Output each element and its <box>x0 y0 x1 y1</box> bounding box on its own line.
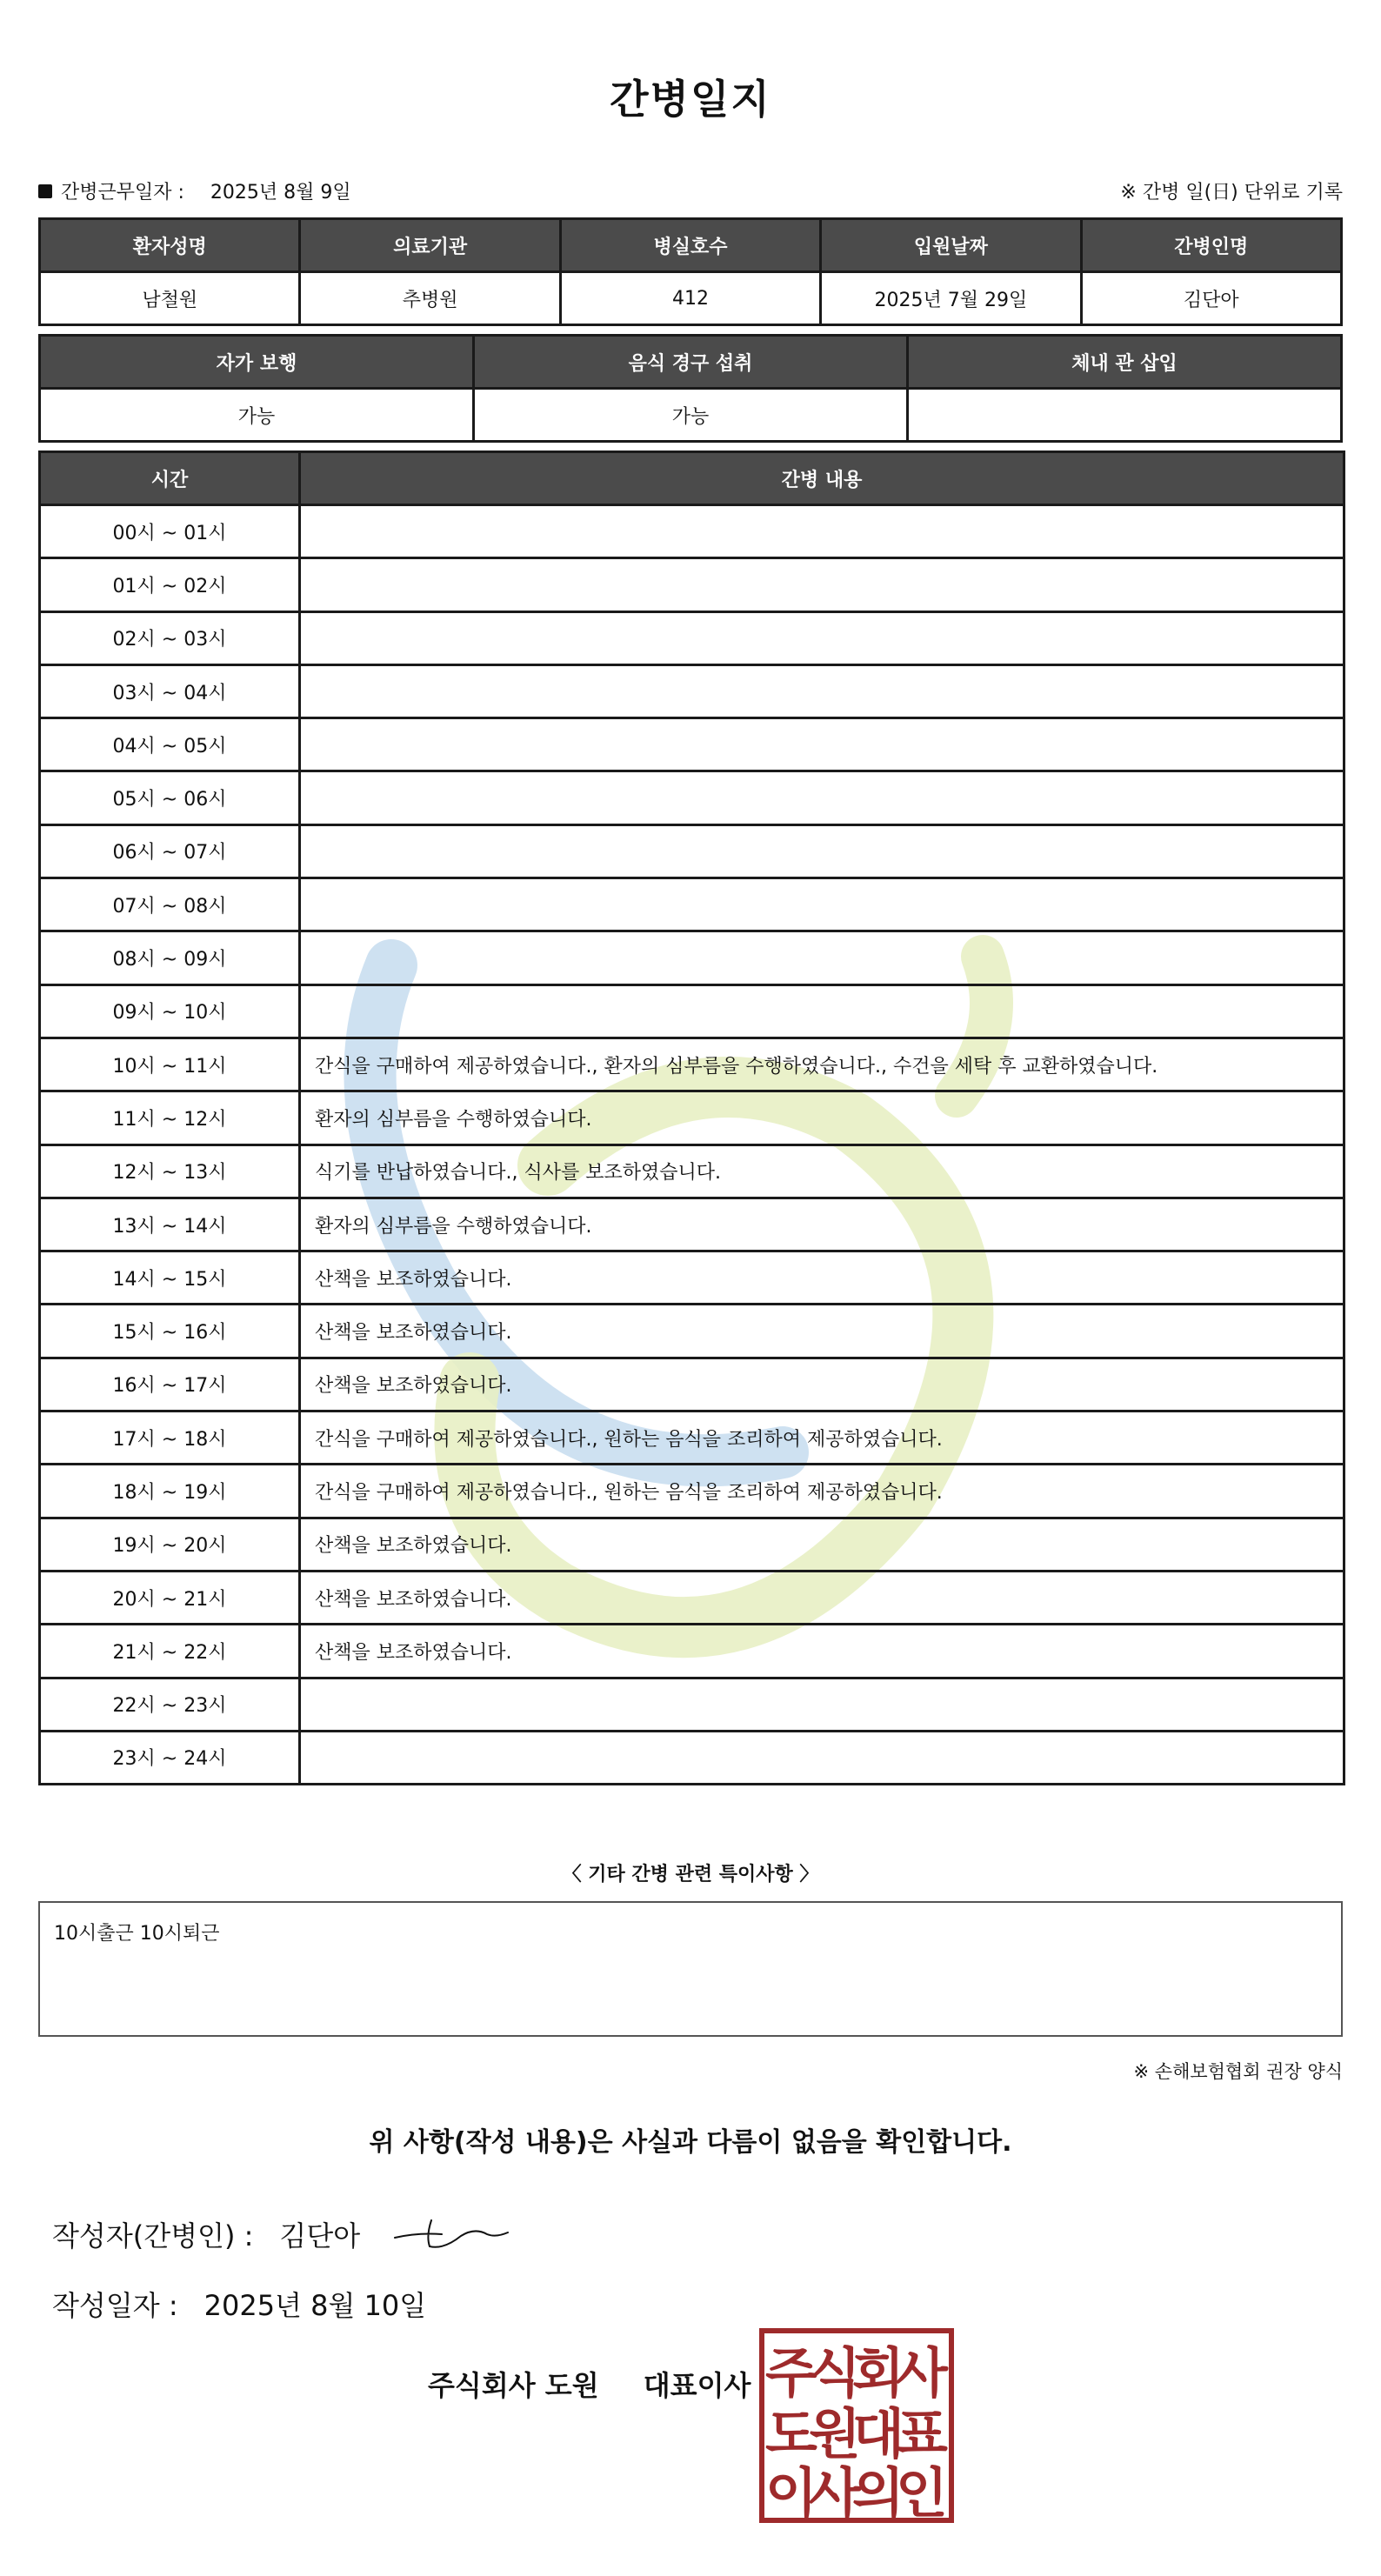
time-slot: 22시 ~ 23시 <box>40 1678 300 1731</box>
care-content: 산책을 보조하였습니다. <box>300 1518 1344 1571</box>
time-slot: 04시 ~ 05시 <box>40 718 300 771</box>
time-slot: 11시 ~ 12시 <box>40 1091 300 1145</box>
patient-status-table <box>38 334 1343 443</box>
author-row <box>52 2214 513 2254</box>
confirmation-statement: 위 사항(작성 내용)은 사실과 다름이 없음을 확인합니다. <box>369 2127 1012 2158</box>
table-row <box>40 1358 1344 1411</box>
care-content: 간식을 구매하여 제공하였습니다., 환자의 심부름을 수행하였습니다., 수건을 세탁 후 교환하였습니다. <box>300 1038 1344 1091</box>
signature-image <box>391 2215 513 2253</box>
company-representative: 대표이사 <box>643 2369 751 2402</box>
svg-text:원: 원 <box>809 2402 861 2466</box>
work-date-value: 2025년 8월 9일 <box>210 182 351 204</box>
svg-text:표: 표 <box>896 2402 948 2466</box>
care-content <box>300 931 1344 984</box>
table-row <box>40 664 1344 717</box>
time-slot: 10시 ~ 11시 <box>40 1038 300 1091</box>
time-slot: 14시 ~ 15시 <box>40 1251 300 1305</box>
time-slot: 02시 ~ 03시 <box>40 611 300 664</box>
header-time: 시간 <box>40 452 300 505</box>
svg-text:사: 사 <box>809 2461 861 2524</box>
care-content: 산책을 보조하였습니다. <box>300 1358 1344 1411</box>
table-row <box>40 505 1344 558</box>
care-content <box>300 505 1344 558</box>
care-content <box>300 824 1344 878</box>
patient-info-table <box>38 217 1343 326</box>
oral-intake-status: 가능 <box>474 389 908 442</box>
table-row <box>40 984 1344 1038</box>
table-row <box>40 878 1344 931</box>
time-slot: 13시 ~ 14시 <box>40 1198 300 1251</box>
header-tube: 체내 관 삽입 <box>908 336 1342 389</box>
svg-text:사: 사 <box>896 2341 948 2405</box>
table-row <box>40 931 1344 984</box>
svg-text:식: 식 <box>809 2341 861 2405</box>
tube-status <box>908 389 1342 442</box>
table-row <box>40 1145 1344 1198</box>
table-row <box>40 1038 1344 1091</box>
company-signature <box>428 2364 751 2404</box>
table-row <box>40 824 1344 878</box>
header-admission-date: 입원날짜 <box>821 219 1081 272</box>
care-content: 산책을 보조하였습니다. <box>300 1251 1344 1305</box>
table-row <box>40 1465 1344 1518</box>
table-row <box>40 718 1344 771</box>
header-room: 병실호수 <box>560 219 820 272</box>
time-slot: 05시 ~ 06시 <box>40 771 300 824</box>
svg-text:주: 주 <box>765 2341 817 2405</box>
time-slot: 17시 ~ 18시 <box>40 1411 300 1465</box>
time-slot: 23시 ~ 24시 <box>40 1731 300 1784</box>
table-row <box>40 1091 1344 1145</box>
patient-name: 남철원 <box>40 272 300 325</box>
svg-text:이: 이 <box>765 2461 817 2524</box>
company-name: 주식회사 도원 <box>428 2369 599 2402</box>
care-content: 산책을 보조하였습니다. <box>300 1571 1344 1624</box>
time-slot: 07시 ~ 08시 <box>40 878 300 931</box>
time-slot: 15시 ~ 16시 <box>40 1305 300 1358</box>
header-patient-name: 환자성명 <box>40 219 300 272</box>
care-content <box>300 558 1344 611</box>
header-oral-intake: 음식 경구 섭취 <box>474 336 908 389</box>
time-slot: 18시 ~ 19시 <box>40 1465 300 1518</box>
time-slot: 00시 ~ 01시 <box>40 505 300 558</box>
care-content <box>300 1731 1344 1784</box>
svg-text:대: 대 <box>852 2402 904 2466</box>
time-slot: 03시 ~ 04시 <box>40 664 300 717</box>
table-row <box>40 1571 1344 1624</box>
time-slot: 19시 ~ 20시 <box>40 1518 300 1571</box>
time-slot: 06시 ~ 07시 <box>40 824 300 878</box>
table-row <box>40 1198 1344 1251</box>
header-walking: 자가 보행 <box>40 336 474 389</box>
walking-status: 가능 <box>40 389 474 442</box>
svg-text:도: 도 <box>765 2402 817 2466</box>
hospital: 추병원 <box>300 272 560 325</box>
care-content <box>300 611 1344 664</box>
time-slot: 08시 ~ 09시 <box>40 931 300 984</box>
time-slot: 16시 ~ 17시 <box>40 1358 300 1411</box>
care-content: 환자의 심부름을 수행하였습니다. <box>300 1091 1344 1145</box>
time-slot: 12시 ~ 13시 <box>40 1145 300 1198</box>
author-name: 김단아 <box>279 2219 361 2252</box>
header-care-content: 간병 내용 <box>300 452 1344 505</box>
author-label: 작성자(간병인) : <box>52 2219 254 2252</box>
care-content: 식기를 반납하였습니다., 식사를 보조하였습니다. <box>300 1145 1344 1198</box>
svg-text:의: 의 <box>852 2461 904 2524</box>
table-row <box>40 1731 1344 1784</box>
notes-title: 〈 기타 간병 관련 특이사항 〉 <box>562 1864 819 1885</box>
care-content: 간식을 구매하여 제공하였습니다., 원하는 음식을 조리하여 제공하였습니다. <box>300 1411 1344 1465</box>
written-date-label: 작성일자 : <box>52 2289 178 2322</box>
table-row <box>40 1305 1344 1358</box>
table-row <box>40 1411 1344 1465</box>
header-hospital: 의료기관 <box>300 219 560 272</box>
care-content: 산책을 보조하였습니다. <box>300 1625 1344 1678</box>
table-row <box>40 611 1344 664</box>
care-content <box>300 878 1344 931</box>
care-content: 환자의 심부름을 수행하였습니다. <box>300 1198 1344 1251</box>
svg-text:회: 회 <box>852 2341 904 2405</box>
record-note: ※ 간병 일(日) 단위로 기록 <box>1120 182 1343 204</box>
table-row <box>40 1625 1344 1678</box>
table-row <box>40 771 1344 824</box>
form-footnote: ※ 손해보험협회 권장 양식 <box>1133 2061 1343 2082</box>
work-date-label: 간병근무일자 : <box>61 182 184 204</box>
admission-date: 2025년 7월 29일 <box>821 272 1081 325</box>
care-content: 산책을 보조하였습니다. <box>300 1305 1344 1358</box>
time-slot: 21시 ~ 22시 <box>40 1625 300 1678</box>
bullet-icon <box>38 184 52 198</box>
care-content <box>300 664 1344 717</box>
caregiver-name: 김단아 <box>1081 272 1341 325</box>
table-row <box>40 558 1344 611</box>
care-content <box>300 984 1344 1038</box>
company-seal <box>758 2327 955 2524</box>
time-slot: 09시 ~ 10시 <box>40 984 300 1038</box>
room-number: 412 <box>560 272 820 325</box>
care-log-table <box>38 450 1345 1785</box>
notes-text: 10시출근 10시퇴근 <box>54 1923 220 1945</box>
page-title: 간병일지 <box>610 76 771 123</box>
notes-box <box>38 1901 1343 2037</box>
time-slot: 20시 ~ 21시 <box>40 1571 300 1624</box>
written-date-value: 2025년 8월 10일 <box>203 2289 427 2322</box>
work-date-row <box>38 172 1343 207</box>
table-row <box>40 1251 1344 1305</box>
table-row <box>40 1678 1344 1731</box>
table-row <box>40 1518 1344 1571</box>
written-date-row <box>52 2284 426 2324</box>
care-content <box>300 771 1344 824</box>
svg-text:인: 인 <box>896 2461 948 2524</box>
header-caregiver: 간병인명 <box>1081 219 1341 272</box>
care-content <box>300 718 1344 771</box>
care-content <box>300 1678 1344 1731</box>
care-content: 간식을 구매하여 제공하였습니다., 원하는 음식을 조리하여 제공하였습니다. <box>300 1465 1344 1518</box>
time-slot: 01시 ~ 02시 <box>40 558 300 611</box>
